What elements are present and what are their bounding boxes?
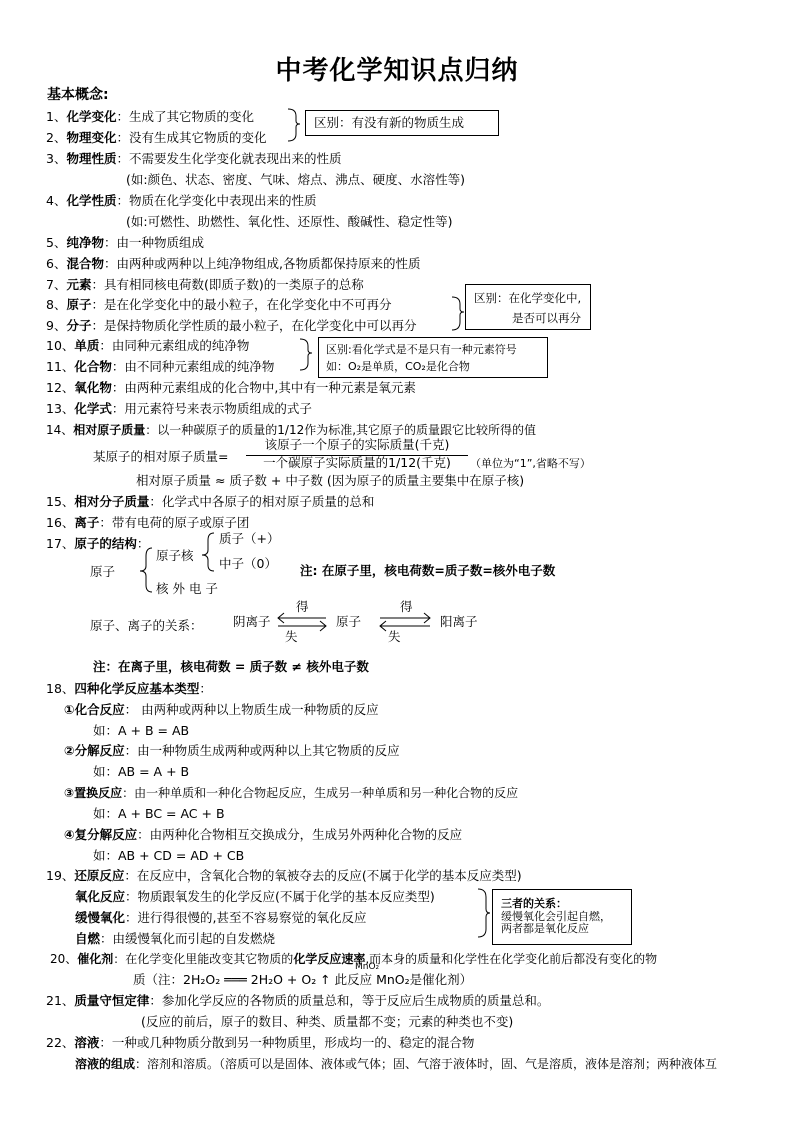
item-21-note: (反应的前后，原子的数目、种类、质量都不变；元素的种类也不变) — [141, 1014, 514, 1029]
item-7: 7、元素：具有相同核电荷数(即质子数)的一类原子的总称 — [46, 277, 364, 292]
item-6: 6、混合物：由两种或两种以上纯净物组成,各物质都保持原来的性质 — [46, 256, 421, 271]
item-12: 12、氧化物：由两种元素组成的化合物中,其中有一种元素是氧元素 — [46, 380, 416, 395]
item-2: 2、物理变化：没有生成其它物质的变化 — [46, 130, 267, 145]
note-box-oxidation — [492, 889, 632, 945]
item-20-example: 质（注：2H₂O₂ ═══ 2H₂O + O₂ ↑ 此反应 MnO₂是催化剂） — [133, 972, 473, 987]
formula-denominator: 一个碳原子实际质量的1/12(千克) — [263, 455, 451, 470]
item-15: 15、相对分子质量：化学式中各原子的相对原子质量的总和 — [46, 494, 375, 509]
note-box-element-line2: 如：O₂是单质，CO₂是化合物 — [326, 360, 470, 373]
item-13: 13、化学式：用元素符号来表示物质组成的式子 — [46, 401, 312, 416]
relation-gain-1: 得 — [296, 599, 309, 614]
formula-numerator: 该原子一个原子的实际质量(千克) — [264, 437, 450, 452]
relation-cation: 阳离子 — [440, 614, 478, 629]
relation-gain-2: 得 — [400, 599, 413, 614]
atom-label: 原子 — [90, 564, 116, 579]
reaction-double-displacement-example: 如：AB + CD = AD + CB — [93, 848, 245, 863]
ion-note: 注：在离子里，核电荷数 = 质子数 ≠ 核外电子数 — [93, 659, 369, 674]
item-20: 20、催化剂：在化学变化里能改变其它物质的化学反应速率,而本身的质量和化学性在化学变化前后都没有变化的物 — [50, 952, 658, 966]
item-14-approx: 相对原子质量 ≈ 质子数 + 中子数 (因为原子的质量主要集中在原子核) — [136, 473, 525, 488]
item-22-composition: 溶液的组成：溶剂和溶质。（溶质可以是固体、液体或气体；固、气溶于液体时，固、气是溶质，液体是溶剂；两种液体互 — [75, 1057, 718, 1071]
reaction-displacement-example: 如：A + BC = AC + B — [93, 806, 225, 821]
formula-note: （单位为“1”,省略不写） — [470, 457, 591, 470]
relation-anion: 阴离子 — [233, 614, 271, 629]
item-3: 3、物理性质：不需要发生化学变化就表现出来的性质 — [46, 151, 342, 166]
section-heading: 基本概念: — [47, 87, 109, 103]
item-21: 21、质量守恒定律：参加化学反应的各物质的质量总和，等于反应后生成物质的质量总和。 — [46, 993, 550, 1008]
note-box-change: 区别：有没有新的物质生成 — [305, 110, 499, 136]
reaction-combination: ①化合反应： 由两种或两种以上物质生成一种物质的反应 — [64, 702, 379, 717]
item-11: 11、化合物：由不同种元素组成的纯净物 — [46, 359, 275, 374]
item-17: 17、原子的结构： — [46, 536, 150, 551]
item-19: 19、还原反应：在反应中，含氧化合物的氧被夺去的反应(不属于化学的基本反应类型) — [46, 868, 522, 883]
relation-atom: 原子 — [336, 614, 362, 629]
item-4-example: (如:可燃性、助燃性、氧化性、还原性、酸碱性、稳定性等) — [126, 214, 453, 229]
note-box-particle-line2: 是否可以再分 — [512, 311, 581, 325]
reaction-decomposition-example: 如：AB = A + B — [93, 764, 190, 779]
item-4: 4、化学性质：物质在化学变化中表现出来的性质 — [46, 193, 317, 208]
reaction-combination-example: 如：A + B = AB — [93, 723, 190, 738]
neutron-label: 中子（0） — [219, 556, 277, 571]
note-box-oxidation-line1: 三者的关系： — [501, 897, 567, 910]
formula-lhs: 某原子的相对原子质量= — [93, 449, 229, 464]
catalyst-label: MnO₂ — [355, 962, 380, 972]
reaction-double-displacement: ④复分解反应：由两种化合物相互交换成分，生成另外两种化合物的反应 — [64, 827, 463, 842]
note-box-oxidation-line2: 缓慢氧化会引起自燃， — [501, 910, 611, 923]
relation-lose-1: 失 — [285, 629, 298, 644]
item-1: 1、化学变化：生成了其它物质的变化 — [46, 109, 254, 124]
item-3-example: (如:颜色、状态、密度、气味、熔点、沸点、硬度、水溶性等) — [126, 172, 465, 187]
item-14: 14、相对原子质量：以一种碳原子的质量的1/12作为标准,其它原子的质量跟它比较所得的值 — [46, 423, 537, 437]
item-18: 18、四种化学反应基本类型： — [46, 681, 212, 696]
note-box-particle-line1: 区别：在化学变化中, — [474, 291, 582, 305]
atom-note: 注: 在原子里，核电荷数=质子数=核外电子数 — [300, 563, 556, 578]
item-16: 16、离子：带有电荷的原子或原子团 — [46, 515, 250, 530]
nucleus-label: 原子核 — [156, 548, 194, 563]
reaction-displacement: ③置换反应：由一种单质和一种化合物起反应，生成另一种单质和另一种化合物的反应 — [64, 786, 519, 800]
item-9: 9、分子：是保持物质化学性质的最小粒子，在化学变化中可以再分 — [46, 318, 417, 333]
item-22: 22、溶液：一种或几种物质分散到另一种物质里，形成均一的、稳定的混合物 — [46, 1035, 475, 1050]
relation-lose-2: 失 — [388, 629, 401, 644]
page-title: 中考化学知识点归纳 — [275, 56, 519, 86]
item-8: 8、原子：是在化学变化中的最小粒子，在化学变化中不可再分 — [46, 297, 392, 312]
electron-label: 核 外 电 子 — [156, 581, 218, 596]
spontaneous-combustion: 自燃：由缓慢氧化而引起的自发燃烧 — [75, 931, 276, 946]
note-box-element-line1: 区别:看化学式是不是只有一种元素符号 — [326, 343, 517, 356]
relation-label: 原子、离子的关系： — [90, 618, 203, 633]
item-10: 10、单质：由同种元素组成的纯净物 — [46, 338, 250, 353]
proton-label: 质子（+） — [219, 531, 280, 546]
oxidation-reaction: 氧化反应：物质跟氧发生的化学反应(不属于化学的基本反应类型) — [75, 889, 435, 904]
reaction-decomposition: ②分解反应：由一种物质生成两种或两种以上其它物质的反应 — [64, 743, 400, 758]
note-box-oxidation-line3: 两者都是氧化反应 — [501, 922, 589, 935]
slow-oxidation: 缓慢氧化：进行得很慢的,甚至不容易察觉的氧化反应 — [75, 910, 367, 925]
item-5: 5、纯净物：由一种物质组成 — [46, 235, 204, 250]
